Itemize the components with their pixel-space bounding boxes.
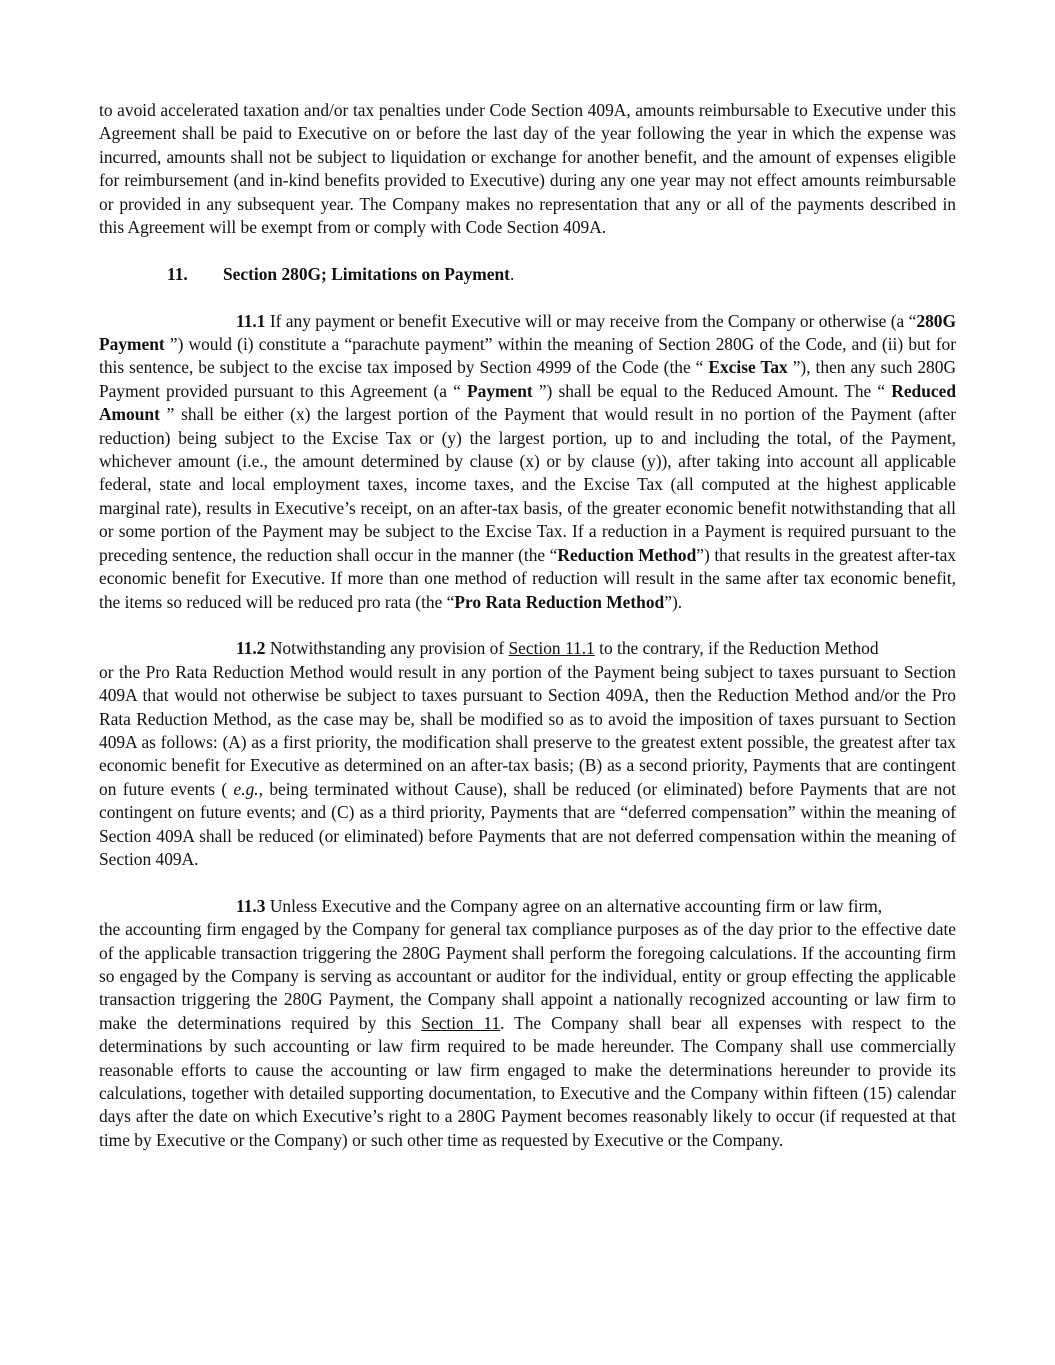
text-run: ”), then any such 280G Payment provided pursuant to this Agreement (a “: [99, 357, 957, 401]
section-heading: [99, 263, 956, 286]
section-reference-link[interactable]: Section 11: [421, 1012, 501, 1033]
paragraph-11-2: [99, 637, 956, 871]
paragraph-first-line: [99, 895, 956, 918]
paragraph-body: [99, 918, 956, 1152]
intro-paragraph: to avoid accelerated taxation and/or tax penalties under Code Section 409A, amounts reimbursable to Executive under this Agreement shall be paid to Executive on or before the last day of the year following the year in which the expense was incurred, amounts shall not be subject to liquidation or exchange for another benefit, and the amount of expenses eligible for reimbursement (and in-kind benefits provided to Executive) during any one year may not effect amounts reimbursable or provided in any subsequent year. The Company makes no representation that any or all of the payments described in this Agreement will be exempt from or comply with Code Section 409A.: [99, 100, 956, 238]
defined-term: Excise Tax: [708, 357, 788, 378]
section-title-suffix: .: [509, 263, 515, 284]
paragraph-body: [99, 661, 956, 872]
spacer: [99, 614, 956, 637]
section-reference-link[interactable]: Section 11.1: [508, 638, 595, 659]
defined-term: Reduction Method: [557, 544, 697, 565]
paragraph-first-line: [99, 637, 956, 660]
clause-number: 11.1: [236, 310, 266, 331]
text-run: or the Pro Rata Reduction Method would result in any portion of the Payment being subject to taxes pursuant to Section 409A that would not otherwise be subject to taxes pursuant to Section 409A, then the Reduction Method and/or the Pro Rata Reduction Method, as the case may be, shall be modified so as to avoid the imposition of taxes pursuant to Section 409A as follows: (A) as a first priority, the modification shall preserve to the greatest extent possible, the greatest after tax economic benefit for Executive as determined on an after-tax basis; (B) as a second priority, Payments that are contingent on future events (: [99, 661, 956, 799]
defined-term: Pro Rata Reduction Method: [454, 591, 665, 612]
spacer: [99, 239, 956, 262]
text-run: ”) shall be equal to the Reduced Amount. The “: [532, 380, 892, 401]
paragraph-11-1: [99, 310, 956, 614]
clause-number: 11.3: [236, 895, 266, 916]
clause-number: 11.2: [236, 638, 266, 659]
defined-term: Payment: [467, 380, 533, 401]
text-run: ”) would (i) constitute a “parachute payment” within the meaning of Section 280G of the Code, and (ii) but for this sentence, be subject to the excise tax imposed by Section 4999 of the Code (the “: [99, 334, 956, 378]
paragraph-11-3: [99, 895, 956, 1152]
text-run: Notwithstanding any provision of: [265, 638, 509, 659]
text-run: , being terminated without Cause), shall be reduced (or eliminated) before Payments that are not contingent on future events; and (C) as a third priority, Payments that are “deferred compensation” within the meaning of Section 409A shall be reduced (or eliminated) before Payments that are not deferred compensation within the meaning of Section 409A.: [99, 778, 956, 869]
spacer: [99, 286, 956, 309]
document-page: [99, 99, 956, 1152]
text-run: the accounting firm engaged by the Company for general tax compliance purposes as of the day prior to the effective date of the applicable transaction triggering the 280G Payment shall perform the foregoing calculations. If the accounting firm so engaged by the Company is serving as accountant or auditor for the individual, entity or group effecting the applicable transaction triggering the 280G Payment, the Company shall appoint a nationally recognized accounting or law firm to make the determinations required by this: [99, 919, 956, 1033]
text-run: ”).: [664, 591, 683, 612]
defined-term: Reduced Amount: [99, 380, 957, 425]
spacer: [99, 871, 956, 894]
section-number: 11.: [167, 263, 188, 284]
section-title: Section 280G; Limitations on Payment: [223, 263, 510, 284]
text-run: . The Company shall bear all expenses with respect to the determinations by such accounting or law firm required to be made hereunder. The Company shall use commercially reasonable efforts to cause the accounting or law firm engaged to make the determinations hereunder to provide its calculations, together with detailed supporting documentation, to Executive and the Company within fifteen (15) calendar days after the date on which Executive’s right to a 280G Payment becomes reasonably likely to occur (if requested at that time by Executive or the Company) or such other time as requested by Executive or the Company.: [99, 1012, 956, 1150]
defined-term: 280G Payment: [99, 310, 956, 355]
text-run: ” shall be either (x) the largest portion of the Payment that would result in no portion of the Payment (after reduction) being subject to the Excise Tax or (y) the largest portion, up to and including the total, of the Payment, whichever amount (i.e., the amount determined by clause (x) or by clause (y)), after taking into account all applicable federal, state and local employment taxes, income taxes, and the Excise Tax (all computed at the highest applicable marginal rate), results in Executive’s receipt, on an after-tax basis, of the greater economic benefit notwithstanding that all or some portion of the Payment may be subject to the Excise Tax. If a reduction in a Payment is required pursuant to the preceding sentence, the reduction shall occur in the manner (the “: [99, 404, 956, 565]
italic-term: e.g.: [233, 778, 259, 799]
text-run: ”) that results in the greatest after-tax economic benefit for Executive. If more than one method of reduction will result in the same after tax economic benefit, the items so reduced will be reduced pro rata (the “: [99, 544, 956, 612]
text-run: to the contrary, if the Reduction Method: [594, 638, 879, 659]
text-run: Unless Executive and the Company agree on an alternative accounting firm or law firm,: [265, 895, 883, 916]
text-run: If any payment or benefit Executive will or may receive from the Company or otherwise (a “: [265, 310, 917, 331]
